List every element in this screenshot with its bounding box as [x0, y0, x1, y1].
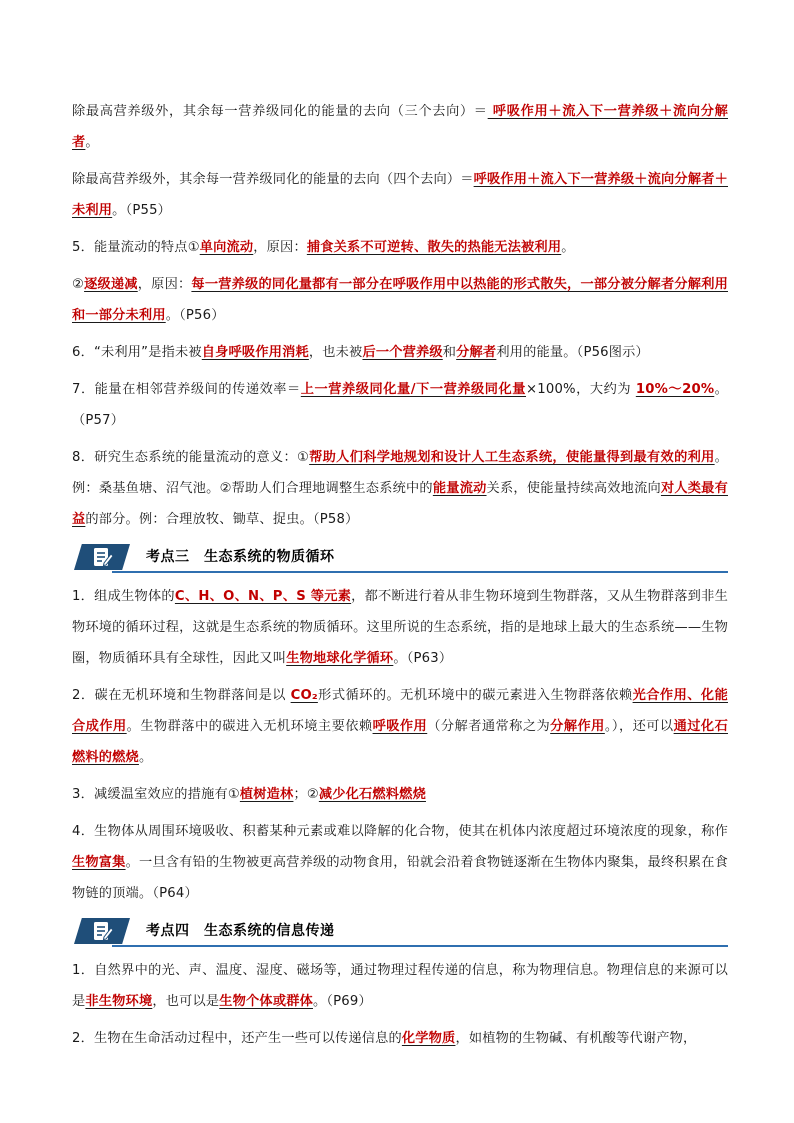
- body-text: 。（P55）: [112, 203, 172, 218]
- answer-text: 10%～20%: [635, 382, 715, 397]
- answer-text: 单向流动: [199, 240, 254, 255]
- body-text: ，如植物的生物碱、有机酸等代谢产物，: [455, 1031, 697, 1046]
- paragraph-5: [72, 374, 728, 436]
- section-heading: [72, 541, 728, 575]
- section-heading: [72, 915, 728, 949]
- paragraph-9: [72, 779, 728, 810]
- section-title: 考点四 生态系统的信息传递: [146, 923, 335, 939]
- answer-text: 帮助人们科学地规划和设计人工生态系统，使能量得到最有效的利用: [309, 450, 715, 465]
- answer-text: 能量流动: [432, 481, 487, 496]
- body-text: 。（P69）: [312, 994, 372, 1009]
- paragraph-3: [72, 269, 728, 331]
- body-text: 除最高营养级外，其余每一营养级同化的能量的去向（四个去向）＝: [72, 172, 474, 187]
- paragraph-8: [72, 680, 728, 773]
- paragraph-4: [72, 337, 728, 368]
- paragraph-11: [72, 955, 728, 1017]
- body-text: 的部分。例：合理放牧、锄草、捉虫。（P58）: [85, 512, 359, 527]
- body-text: 。），还可以: [604, 719, 674, 734]
- body-text: 。例：桑基鱼塘、沼气池。②帮助人们合理地调整生态系统中的: [72, 450, 729, 496]
- body-text: 除最高营养级外，其余每一营养级同化的能量的去向（三个去向）＝: [72, 104, 488, 119]
- answer-text: 生物富集: [72, 855, 126, 870]
- paragraph-12: [72, 1023, 728, 1054]
- body-text: 。一旦含有铅的生物被更高营养级的动物食用，铅就会沿着食物链逐渐在生物体内聚集，最终积累在食物链的顶端。（P64）: [72, 855, 728, 901]
- body-text: 2．碳在无机环境和生物群落间是以: [72, 688, 291, 703]
- answer-text: 非生物环境: [85, 994, 153, 1009]
- body-text: （分解者通常称之为: [427, 719, 551, 734]
- answer-text: 化学物质: [401, 1031, 456, 1046]
- answer-text: 生物地球化学循环: [286, 651, 394, 666]
- paragraph-0: [72, 96, 728, 158]
- body-text: 。: [138, 750, 153, 765]
- document-content: [72, 96, 728, 1060]
- body-text: ，原因：: [137, 277, 192, 292]
- body-text: 。（P56）: [165, 308, 225, 323]
- answer-text: 捕食关系不可逆转、散失的热能无法被利用: [306, 240, 562, 255]
- body-text: 3．减缓温室效应的措施有①: [72, 787, 240, 802]
- body-text: 4．生物体从周围环境吸收、积蓄某种元素或难以降解的化合物，使其在机体内浓度超过环境浓度的现象，称作: [72, 824, 728, 839]
- answer-text: 呼吸作用＋流入下一营养级＋流向分解者＋未利用: [72, 172, 728, 218]
- body-text: 。（P57）: [72, 382, 729, 428]
- body-text: 。生物群落中的碳进入无机环境主要依赖: [126, 719, 373, 734]
- answer-text: 每一营养级的同化量都有一部分在呼吸作用中以热能的形式散失，一部分被分解者分解利用和一部分未利用: [72, 277, 728, 323]
- body-text: 。: [561, 240, 575, 255]
- body-text: 6．“未利用”是指未被: [72, 345, 202, 360]
- body-text: 。: [85, 135, 99, 150]
- body-text: 8．研究生态系统的能量流动的意义：①: [72, 450, 310, 465]
- notepad-icon: [90, 545, 114, 569]
- body-text: ②: [72, 277, 85, 292]
- section-rule: [112, 945, 728, 947]
- body-text: 1．组成生物体的: [72, 589, 175, 604]
- answer-text: 后一个营养级: [362, 345, 443, 360]
- body-text: ；②: [293, 787, 319, 802]
- answer-text: 生物个体或群体: [219, 994, 313, 1009]
- paragraph-7: [72, 581, 728, 674]
- body-text: 和: [442, 345, 457, 360]
- paragraph-10: [72, 816, 728, 909]
- answer-text: 上一营养级同化量/下一营养级同化量: [300, 382, 527, 397]
- body-text: 5．能量流动的特点①: [72, 240, 200, 255]
- body-text: 2．生物在生命活动过程中，还产生一些可以传递信息的: [72, 1031, 402, 1046]
- section-rule: [112, 571, 728, 573]
- section-title: 考点三 生态系统的物质循环: [146, 549, 335, 565]
- answer-text: 光合作用、化能合成作用: [72, 688, 728, 734]
- body-text: 形式循环的。无机环境中的碳元素进入生物群落依赖: [317, 688, 633, 703]
- body-text: ，也未被: [308, 345, 363, 360]
- notepad-icon: [90, 919, 114, 943]
- paragraph-6: [72, 442, 728, 535]
- answer-text: CO₂: [290, 688, 318, 703]
- answer-text: C、H、O、N、P、S 等元素: [174, 589, 352, 604]
- answer-text: 分解作用: [550, 719, 605, 734]
- body-text: ×100%，大约为: [526, 382, 636, 397]
- body-text: 1．自然界中的光、声、温度、湿度、磁场等，通过物理过程传递的信息，称为物理信息。物理信息的来源可以是: [72, 963, 728, 1009]
- body-text: ，也可以是: [152, 994, 220, 1009]
- body-text: ，都不断进行着从非生物环境到生物群落，又从生物群落到非生物环境的循环过程，这就是生态系统的物质循环。这里所说的生态系统，指的是地球上最大的生态系统——生物圈，物质循环具有全球性，因此又叫: [72, 589, 728, 666]
- body-text: 7．能量在相邻营养级间的传递效率＝: [72, 382, 301, 397]
- paragraph-2: [72, 232, 728, 263]
- paragraph-1: [72, 164, 728, 226]
- answer-text: 自身呼吸作用消耗: [201, 345, 309, 360]
- body-text: 利用的能量。（P56图示）: [496, 345, 649, 360]
- body-text: 。（P63）: [393, 651, 453, 666]
- answer-text: 逐级递减: [84, 277, 138, 292]
- answer-text: 减少化石燃料燃烧: [318, 787, 426, 802]
- body-text: 关系，使能量持续高效地流向: [486, 481, 661, 496]
- answer-text: 对人类最有益: [72, 481, 728, 527]
- answer-text: 呼吸作用＋流入下一营养级＋流向分解者: [72, 104, 728, 150]
- answer-text: 呼吸作用: [372, 719, 428, 734]
- body-text: ，原因：: [253, 240, 307, 255]
- answer-text: 通过化石燃料的燃烧: [72, 719, 728, 765]
- answer-text: 分解者: [456, 345, 497, 360]
- answer-text: 植树造林: [239, 787, 294, 802]
